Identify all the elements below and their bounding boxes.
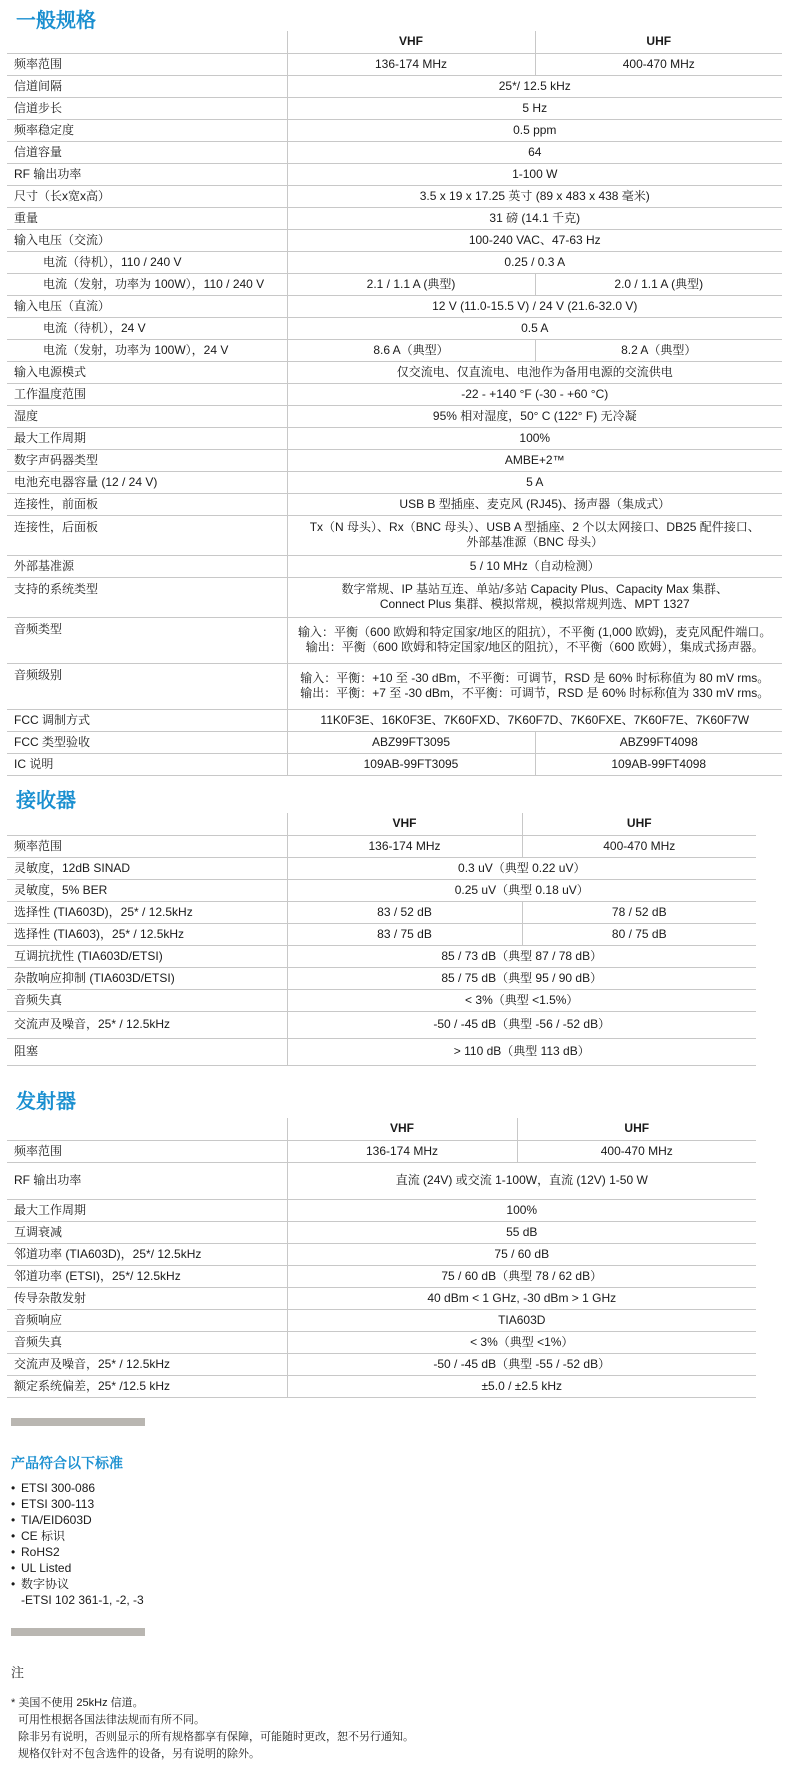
row-value: 0.3 uV（典型 0.22 uV） xyxy=(287,857,756,879)
row-value: -50 / -45 dB（典型 -55 / -52 dB） xyxy=(287,1353,756,1375)
row-label: 互调抗扰性 (TIA603D/ETSI) xyxy=(7,945,287,967)
table-row xyxy=(7,835,756,857)
table-row xyxy=(7,53,782,75)
row-label: 邻道功率 (TIA603D)，25*/ 12.5kHz xyxy=(7,1243,287,1265)
table-row xyxy=(7,1011,756,1038)
list-item: • TIA/EID603D xyxy=(11,1512,144,1528)
header-uhf: UHF xyxy=(535,31,782,53)
table-row xyxy=(7,1375,756,1397)
table-row xyxy=(7,361,782,383)
notes-block xyxy=(11,1695,414,1763)
row-label: 输入电压（直流） xyxy=(7,295,287,317)
receiver-specs-table xyxy=(7,813,756,1066)
table-row xyxy=(7,1162,756,1199)
row-label: 交流声及噪音，25* / 12.5kHz xyxy=(7,1011,287,1038)
row-value: < 3%（典型 <1.5%） xyxy=(287,989,756,1011)
table-row xyxy=(7,1140,756,1162)
table-row xyxy=(7,1265,756,1287)
row-label: 频率范围 xyxy=(7,53,287,75)
table-row xyxy=(7,879,756,901)
row-value-uhf: 400-470 MHz xyxy=(522,835,756,857)
table-row xyxy=(7,1199,756,1221)
table-row xyxy=(7,317,782,339)
list-subitem: -ETSI 102 361-1, -2, -3 xyxy=(21,1593,144,1607)
row-label: 灵敏度，5% BER xyxy=(7,879,287,901)
row-value-vhf: 8.6 A（典型） xyxy=(287,339,535,361)
standards-title: 产品符合以下标准 xyxy=(11,1455,123,1471)
row-value-vhf: 136-174 MHz xyxy=(287,1140,517,1162)
table-row xyxy=(7,617,782,663)
table-row xyxy=(7,427,782,449)
row-value: 5 / 10 MHz（自动检测） xyxy=(287,555,782,577)
standards-list xyxy=(11,1480,144,1608)
table-row xyxy=(7,989,756,1011)
header-blank-cell xyxy=(7,31,287,53)
row-value: 0.5 ppm xyxy=(287,119,782,141)
table-row xyxy=(7,449,782,471)
row-label: RF 输出功率 xyxy=(7,1162,287,1199)
row-label: 电流（发射，功率为 100W），24 V xyxy=(7,339,287,361)
row-label: 互调衰减 xyxy=(7,1221,287,1243)
table-row xyxy=(7,967,756,989)
row-value: 11K0F3E、16K0F3E、7K60FXD、7K60F7D、7K60FXE、7K60F7E、7K60F7W xyxy=(287,709,782,731)
row-label: 尺寸（长x宽x高） xyxy=(7,185,287,207)
row-label: 音频失真 xyxy=(7,1331,287,1353)
table-row xyxy=(7,493,782,515)
row-value: 0.25 uV（典型 0.18 uV） xyxy=(287,879,756,901)
list-item: • ETSI 300-113 xyxy=(11,1496,144,1512)
table-row xyxy=(7,97,782,119)
row-value: ±5.0 / ±2.5 kHz xyxy=(287,1375,756,1397)
general-specs-table xyxy=(7,31,782,776)
list-item: • 数字协议 xyxy=(11,1576,144,1592)
table-header-row xyxy=(7,813,756,835)
table-row xyxy=(7,753,782,775)
row-label: 电流（待机），24 V xyxy=(7,317,287,339)
row-label: 频率稳定度 xyxy=(7,119,287,141)
table-row xyxy=(7,229,782,251)
row-value: 1-100 W xyxy=(287,163,782,185)
row-value: 输入：平衡：+10 至 -30 dBm，不平衡：可调节，RSD 是 60% 时标称值为 80 mV rms。 输出：平衡：+7 至 -30 dBm，不平衡：可调节，RSD 是 60% 时标称值为 330 mV rms。 xyxy=(287,663,782,709)
row-label: RF 输出功率 xyxy=(7,163,287,185)
table-row xyxy=(7,555,782,577)
row-label: 信道间隔 xyxy=(7,75,287,97)
row-value: 100% xyxy=(287,1199,756,1221)
row-value: 12 V (11.0-15.5 V) / 24 V (21.6-32.0 V) xyxy=(287,295,782,317)
row-label: 电流（发射，功率为 100W），110 / 240 V xyxy=(7,273,287,295)
row-label: 邻道功率 (ETSI)，25*/ 12.5kHz xyxy=(7,1265,287,1287)
table-row xyxy=(7,1353,756,1375)
table-header-row xyxy=(7,1118,756,1140)
row-value-uhf: 8.2 A（典型） xyxy=(535,339,782,361)
list-item: • UL Listed xyxy=(11,1560,144,1576)
row-value-vhf: 136-174 MHz xyxy=(287,835,522,857)
table-row xyxy=(7,251,782,273)
row-value: 仅交流电、仅直流电、电池作为备用电源的交流供电 xyxy=(287,361,782,383)
table-row xyxy=(7,577,782,617)
table-row xyxy=(7,207,782,229)
row-value: TIA603D xyxy=(287,1309,756,1331)
header-vhf: VHF xyxy=(287,31,535,53)
row-label: FCC 类型验收 xyxy=(7,731,287,753)
row-value: 85 / 75 dB（典型 95 / 90 dB） xyxy=(287,967,756,989)
table-row xyxy=(7,709,782,731)
row-value: 3.5 x 19 x 17.25 英寸 (89 x 483 x 438 毫米) xyxy=(287,185,782,207)
row-label: 工作温度范围 xyxy=(7,383,287,405)
header-uhf: UHF xyxy=(517,1118,756,1140)
table-row xyxy=(7,273,782,295)
row-value-vhf: 2.1 / 1.1 A (典型) xyxy=(287,273,535,295)
table-row xyxy=(7,901,756,923)
row-value-uhf: ABZ99FT4098 xyxy=(535,731,782,753)
table-row xyxy=(7,75,782,97)
table-row xyxy=(7,923,756,945)
row-value: -50 / -45 dB（典型 -56 / -52 dB） xyxy=(287,1011,756,1038)
row-value: 75 / 60 dB xyxy=(287,1243,756,1265)
table-row xyxy=(7,119,782,141)
row-value: 0.25 / 0.3 A xyxy=(287,251,782,273)
row-value: 40 dBm < 1 GHz, -30 dBm > 1 GHz xyxy=(287,1287,756,1309)
table-row xyxy=(7,663,782,709)
row-label: 音频失真 xyxy=(7,989,287,1011)
table-row xyxy=(7,339,782,361)
row-label: 选择性 (TIA603D)，25* / 12.5kHz xyxy=(7,901,287,923)
row-label: 最大工作周期 xyxy=(7,427,287,449)
divider-bar xyxy=(11,1418,145,1426)
row-label: 交流声及噪音，25* / 12.5kHz xyxy=(7,1353,287,1375)
row-label: 额定系统偏差，25* /12.5 kHz xyxy=(7,1375,287,1397)
row-value-uhf: 109AB-99FT4098 xyxy=(535,753,782,775)
note-line: 规格仅针对不包含选件的设备，另有说明的除外。 xyxy=(18,1748,260,1760)
section-title-receiver: 接收器 xyxy=(16,790,76,812)
divider-bar xyxy=(11,1628,145,1636)
row-value-vhf: 109AB-99FT3095 xyxy=(287,753,535,775)
table-row xyxy=(7,515,782,555)
row-value: > 110 dB（典型 113 dB） xyxy=(287,1038,756,1065)
note-line: * 美国不使用 25kHz 信道。 xyxy=(11,1697,144,1709)
table-row xyxy=(7,1309,756,1331)
note-line: 可用性根据各国法律法规而有所不同。 xyxy=(18,1714,205,1726)
row-label: 输入电压（交流） xyxy=(7,229,287,251)
row-label: 音频级别 xyxy=(7,663,287,709)
header-blank-cell xyxy=(7,813,287,835)
row-value-uhf: 400-470 MHz xyxy=(535,53,782,75)
table-row xyxy=(7,405,782,427)
section-title-transmitter: 发射器 xyxy=(16,1091,76,1113)
row-value-vhf: 83 / 75 dB xyxy=(287,923,522,945)
row-label: 杂散响应抑制 (TIA603D/ETSI) xyxy=(7,967,287,989)
row-value-uhf: 2.0 / 1.1 A (典型) xyxy=(535,273,782,295)
table-row xyxy=(7,1331,756,1353)
table-row xyxy=(7,1243,756,1265)
row-label: 支持的系统类型 xyxy=(7,577,287,617)
row-label: 电池充电器容量 (12 / 24 V) xyxy=(7,471,287,493)
row-label: 连接性，前面板 xyxy=(7,493,287,515)
row-value-vhf: 83 / 52 dB xyxy=(287,901,522,923)
section-title-general: 一般规格 xyxy=(16,10,96,32)
row-value: 55 dB xyxy=(287,1221,756,1243)
notes-title: 注 xyxy=(11,1665,25,1680)
row-value-uhf: 400-470 MHz xyxy=(517,1140,756,1162)
header-uhf: UHF xyxy=(522,813,756,835)
header-vhf: VHF xyxy=(287,813,522,835)
row-label: 数字声码器类型 xyxy=(7,449,287,471)
row-value: Tx（N 母头）、Rx（BNC 母头）、USB A 型插座、2 个以太网接口、DB25 配件接口、 外部基准源（BNC 母头） xyxy=(287,515,782,555)
list-item: • ETSI 300-086 xyxy=(11,1480,144,1496)
row-value: 31 磅 (14.1 千克) xyxy=(287,207,782,229)
list-item: • RoHS2 xyxy=(11,1544,144,1560)
row-label: 连接性，后面板 xyxy=(7,515,287,555)
row-value: 85 / 73 dB（典型 87 / 78 dB） xyxy=(287,945,756,967)
row-value: 5 Hz xyxy=(287,97,782,119)
table-row xyxy=(7,1221,756,1243)
row-value: 64 xyxy=(287,141,782,163)
row-label: 外部基准源 xyxy=(7,555,287,577)
table-row xyxy=(7,857,756,879)
row-value: 5 A xyxy=(287,471,782,493)
row-value-uhf: 78 / 52 dB xyxy=(522,901,756,923)
table-row xyxy=(7,1038,756,1065)
header-blank-cell xyxy=(7,1118,287,1140)
row-label: 信道步长 xyxy=(7,97,287,119)
row-label: FCC 调制方式 xyxy=(7,709,287,731)
table-row xyxy=(7,731,782,753)
row-value: 输入：平衡（600 欧姆和特定国家/地区的阻抗），不平衡 (1,000 欧姆)，麦克风配件端口。 输出：平衡（600 欧姆和特定国家/地区的阻抗），不平衡（600 欧姆），集成式扬声器。 xyxy=(287,617,782,663)
row-label: 电流（待机），110 / 240 V xyxy=(7,251,287,273)
row-label: IC 说明 xyxy=(7,753,287,775)
row-label: 输入电源模式 xyxy=(7,361,287,383)
table-row xyxy=(7,295,782,317)
table-row xyxy=(7,471,782,493)
table-header-row xyxy=(7,31,782,53)
row-value: 25*/ 12.5 kHz xyxy=(287,75,782,97)
row-label: 重量 xyxy=(7,207,287,229)
row-label: 湿度 xyxy=(7,405,287,427)
row-value: 直流 (24V) 或交流 1-100W，直流 (12V) 1-50 W xyxy=(287,1162,756,1199)
row-value-uhf: 80 / 75 dB xyxy=(522,923,756,945)
row-label: 选择性 (TIA603)，25* / 12.5kHz xyxy=(7,923,287,945)
row-label: 频率范围 xyxy=(7,835,287,857)
row-value: 100% xyxy=(287,427,782,449)
row-value: 100-240 VAC、47-63 Hz xyxy=(287,229,782,251)
row-label: 频率范围 xyxy=(7,1140,287,1162)
row-label: 传导杂散发射 xyxy=(7,1287,287,1309)
row-value: 75 / 60 dB（典型 78 / 62 dB） xyxy=(287,1265,756,1287)
note-line: 除非另有说明，否则显示的所有规格都享有保障，可能随时更改，恕不另行通知。 xyxy=(18,1731,414,1743)
row-label: 音频类型 xyxy=(7,617,287,663)
row-value-vhf: ABZ99FT3095 xyxy=(287,731,535,753)
table-row xyxy=(7,185,782,207)
table-row xyxy=(7,1287,756,1309)
row-value: 0.5 A xyxy=(287,317,782,339)
table-row xyxy=(7,163,782,185)
row-value: < 3%（典型 <1%） xyxy=(287,1331,756,1353)
table-row xyxy=(7,141,782,163)
row-label: 灵敏度，12dB SINAD xyxy=(7,857,287,879)
header-vhf: VHF xyxy=(287,1118,517,1140)
row-value: 95% 相对湿度，50° C (122° F) 无冷凝 xyxy=(287,405,782,427)
row-label: 信道容量 xyxy=(7,141,287,163)
table-row xyxy=(7,383,782,405)
row-label: 阻塞 xyxy=(7,1038,287,1065)
row-label: 最大工作周期 xyxy=(7,1199,287,1221)
list-item: • CE 标识 xyxy=(11,1528,144,1544)
transmitter-specs-table xyxy=(7,1118,756,1398)
row-value: AMBE+2™ xyxy=(287,449,782,471)
row-label: 音频响应 xyxy=(7,1309,287,1331)
row-value: USB B 型插座、麦克风 (RJ45)、扬声器（集成式） xyxy=(287,493,782,515)
row-value-vhf: 136-174 MHz xyxy=(287,53,535,75)
table-row xyxy=(7,945,756,967)
row-value: 数字常规、IP 基站互连、单站/多站 Capacity Plus、Capacity Max 集群、 Connect Plus 集群、模拟常规，模拟常规判选、MPT 1327 xyxy=(287,577,782,617)
row-value: -22 - +140 °F (-30 - +60 °C) xyxy=(287,383,782,405)
